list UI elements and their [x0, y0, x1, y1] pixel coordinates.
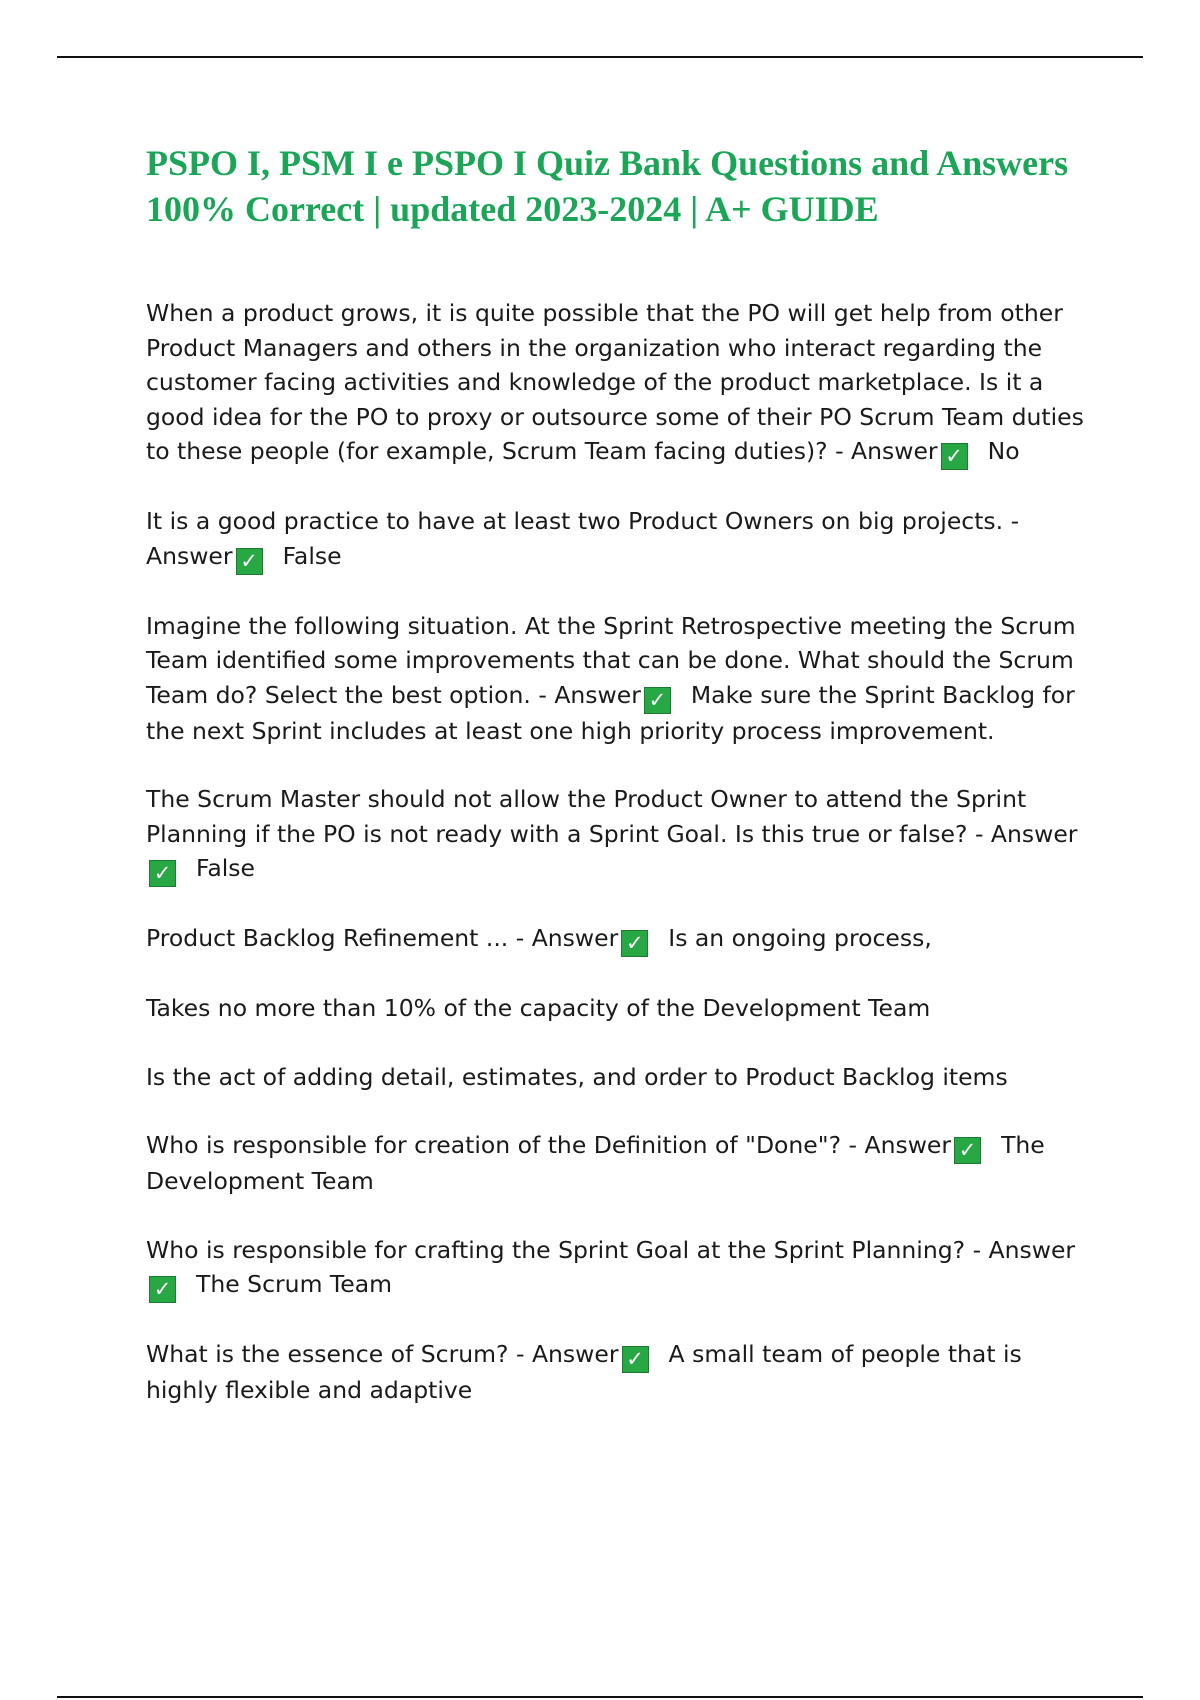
check-mark-icon: ✓	[644, 687, 671, 714]
qa-item	[146, 921, 1086, 957]
question-text: The Scrum Master should not allow the Product Owner to attend the Sprint Planning if the PO is not ready with a Sprint Goal. Is this true or false?	[146, 785, 1027, 848]
check-mark-icon: ✓	[149, 860, 176, 887]
answer-text: False	[196, 854, 255, 882]
qa-item	[146, 1128, 1086, 1199]
answer-label: - Answer	[538, 680, 641, 709]
question-text: Product Backlog Refinement ...	[146, 924, 509, 952]
answer-label: - Answer	[848, 1131, 952, 1159]
check-mark-icon: ✓	[954, 1137, 981, 1164]
answer-text: The Scrum Team	[196, 1270, 393, 1298]
question-text: Who is responsible for creation of the Definition of "Done"?	[146, 1131, 842, 1159]
question-text: It is a good practice to have at least two Product Owners on big projects.	[146, 507, 1004, 535]
check-mark-icon: ✓	[941, 443, 968, 470]
document-title: PSPO I, PSM I e PSPO I Quiz Bank Questions and Answers 100% Correct | updated 2023-2024 | A+ GUIDE	[146, 143, 1069, 229]
answer-label: - Answer	[835, 437, 938, 465]
qa-item	[146, 1233, 1086, 1304]
answer-label: - Answer	[516, 1340, 619, 1368]
bottom-rule	[57, 1696, 1143, 1698]
top-rule	[57, 56, 1143, 58]
qa-item	[146, 296, 1086, 470]
qa-item	[146, 1337, 1086, 1408]
answer-text: False	[282, 541, 342, 570]
answer-label: - Answer	[515, 924, 619, 952]
qa-item	[146, 782, 1086, 887]
answer-text: A small team of people that is highly flexible and adaptive	[146, 1340, 1022, 1404]
question-text: Imagine the following situation. At the Sprint Retrospective meeting the Scrum Team identified some improvements that can be done. What should the Scrum Team do? Select the best option.	[146, 611, 1076, 709]
answer-label: - Answer	[972, 1235, 1076, 1264]
answer-label: - Answer	[146, 507, 1020, 570]
answer-text: No	[987, 437, 1020, 465]
answer-label: - Answer	[974, 819, 1078, 848]
qa-continuation: Takes no more than 10% of the capacity of the Development Team	[146, 994, 931, 1022]
qa-item	[146, 609, 1086, 749]
answer-text: Is an ongoing process,	[668, 924, 932, 952]
qa-item	[146, 504, 1086, 575]
question-text: Who is responsible for crafting the Sprint Goal at the Sprint Planning?	[146, 1235, 966, 1264]
check-mark-icon: ✓	[236, 548, 263, 575]
qa-continuation: Is the act of adding detail, estimates, and order to Product Backlog items	[146, 1062, 1008, 1091]
answer-text: The Development Team	[146, 1131, 1045, 1195]
question-text: What is the essence of Scrum?	[146, 1340, 509, 1368]
answer-text: Make sure the Sprint Backlog for the next Sprint includes at least one high priority process improvement.	[146, 680, 1075, 745]
check-mark-icon: ✓	[622, 1346, 649, 1373]
question-text: When a product grows, it is quite possible that the PO will get help from other Product Managers and others in the organization who interact regarding the customer facing activities and knowledge of the product marketplace. Is it a good idea for the PO to proxy or outsource some of their PO Scrum Team duties to these people (for example, Scrum Team facing duties)?	[146, 299, 1084, 465]
check-mark-icon: ✓	[149, 1276, 176, 1303]
qa-list	[146, 296, 1086, 1442]
check-mark-icon: ✓	[621, 930, 648, 957]
